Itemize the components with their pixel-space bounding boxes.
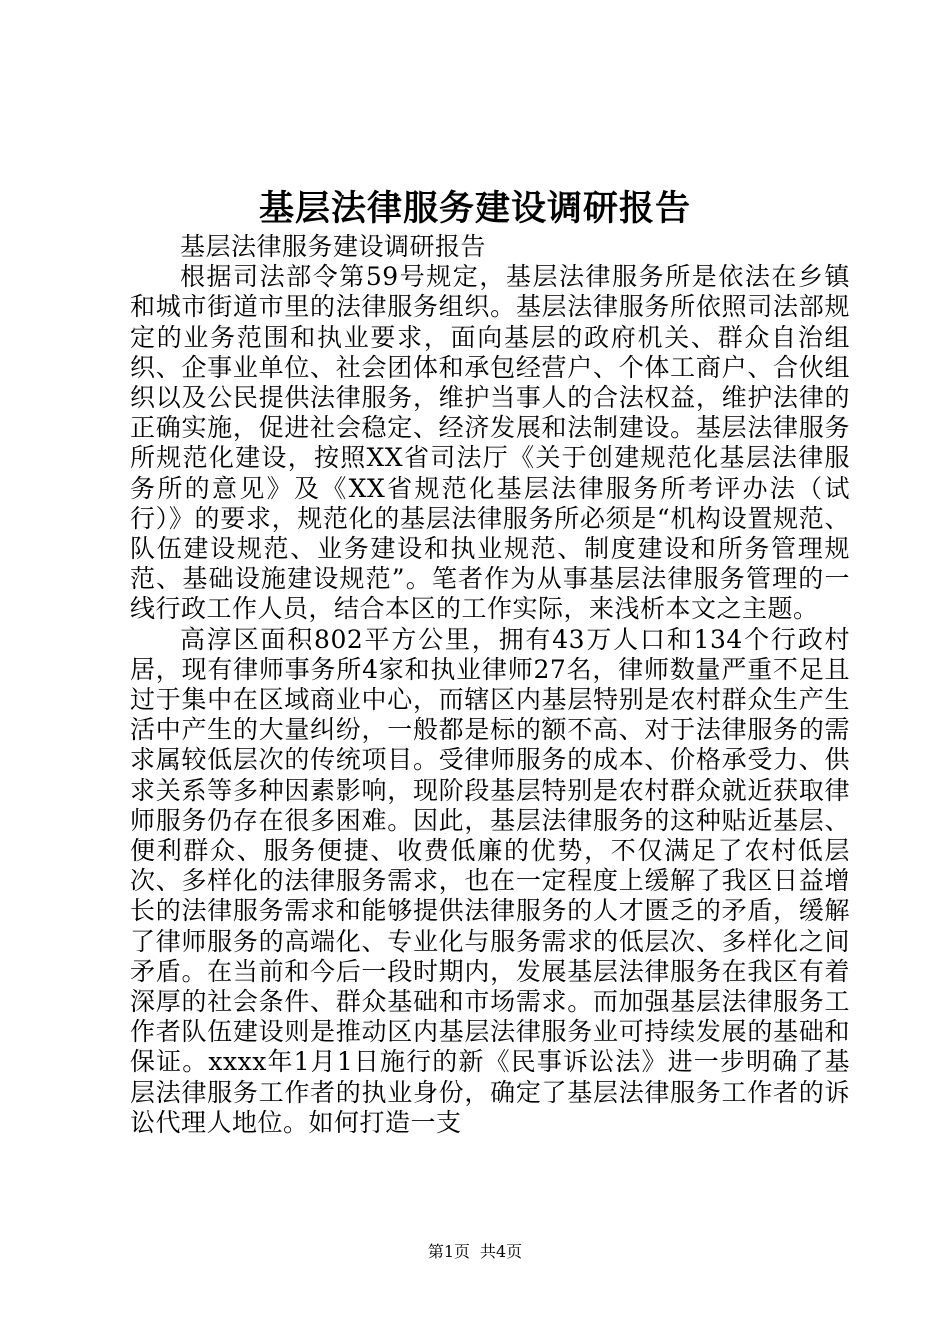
subtitle-paragraph: 基层法律服务建设调研报告: [180, 232, 487, 261]
document-title: 基层法律服务建设调研报告: [258, 188, 691, 229]
body-paragraph-1: 根据司法部令第59号规定，基层法律服务所是依法在乡镇和城市街道市里的法律服务组织。基层法律服务所依照司法部规定的业务范围和执业要求，面向基层的政府机关、群众自治组织、企事业单位、社会团体和承包经营户、个体工商户、合伙组织以及公民提供法律服务，维护当事人的合法权益，维护法律的正确实施，促进社会稳定、经济发展和法制建设。基层法律服务所规范化建设，按照XX省司法厅《关于创建规范化基层法律服务所的意见》及《XX省规范化基层法律服务所考评办法（试行）》的要求，规范化的基层法律服务所必须是“机构设置规范、队伍建设规范、业务建设和执业规范、制度建设和所务管理规范、基础设施建设规范”。笔者作为从事基层法律服务管理的一线行政工作人员，结合本区的工作实际，来浅析本文之主题。: [130, 262, 850, 624]
page-number: 第1页: [427, 1242, 470, 1261]
page-total: 共4页: [480, 1242, 523, 1261]
page-footer: [0, 1242, 950, 1262]
document-body: [130, 232, 850, 1138]
body-paragraph-2: 高淳区面积802平方公里，拥有43万人口和134个行政村居，现有律师事务所4家和执业律师27名，律师数量严重不足且过于集中在区域商业中心，而辖区内基层特别是农村群众生产生活中产生的大量纠纷，一般都是标的额不高、对于法律服务的需求属较低层次的传统项目。受律师服务的成本、价格承受力、供求关系等多种因素影响，现阶段基层特别是农村群众就近获取律师服务仍存在很多困难。因此，基层法律服务的这种贴近基层、便利群众、服务便捷、收费低廉的优势，不仅满足了农村低层次、多样化的法律服务需求，也在一定程度上缓解了我区日益增长的法律服务需求和能够提供法律服务的人才匮乏的矛盾，缓解了律师服务的高端化、专业化与服务需求的低层次、多样化之间矛盾。在当前和今后一段时期内，发展基层法律服务在我区有着深厚的社会条件、群众基础和市场需求。而加强基层法律服务工作者队伍建设则是推动区内基层法律服务业可持续发展的基础和保证。xxxx年1月1日施行的新《民事诉讼法》进一步明确了基层法律服务工作者的执业身份，确定了基层法律服务工作者的诉讼代理人地位。如何打造一支: [130, 624, 850, 1137]
